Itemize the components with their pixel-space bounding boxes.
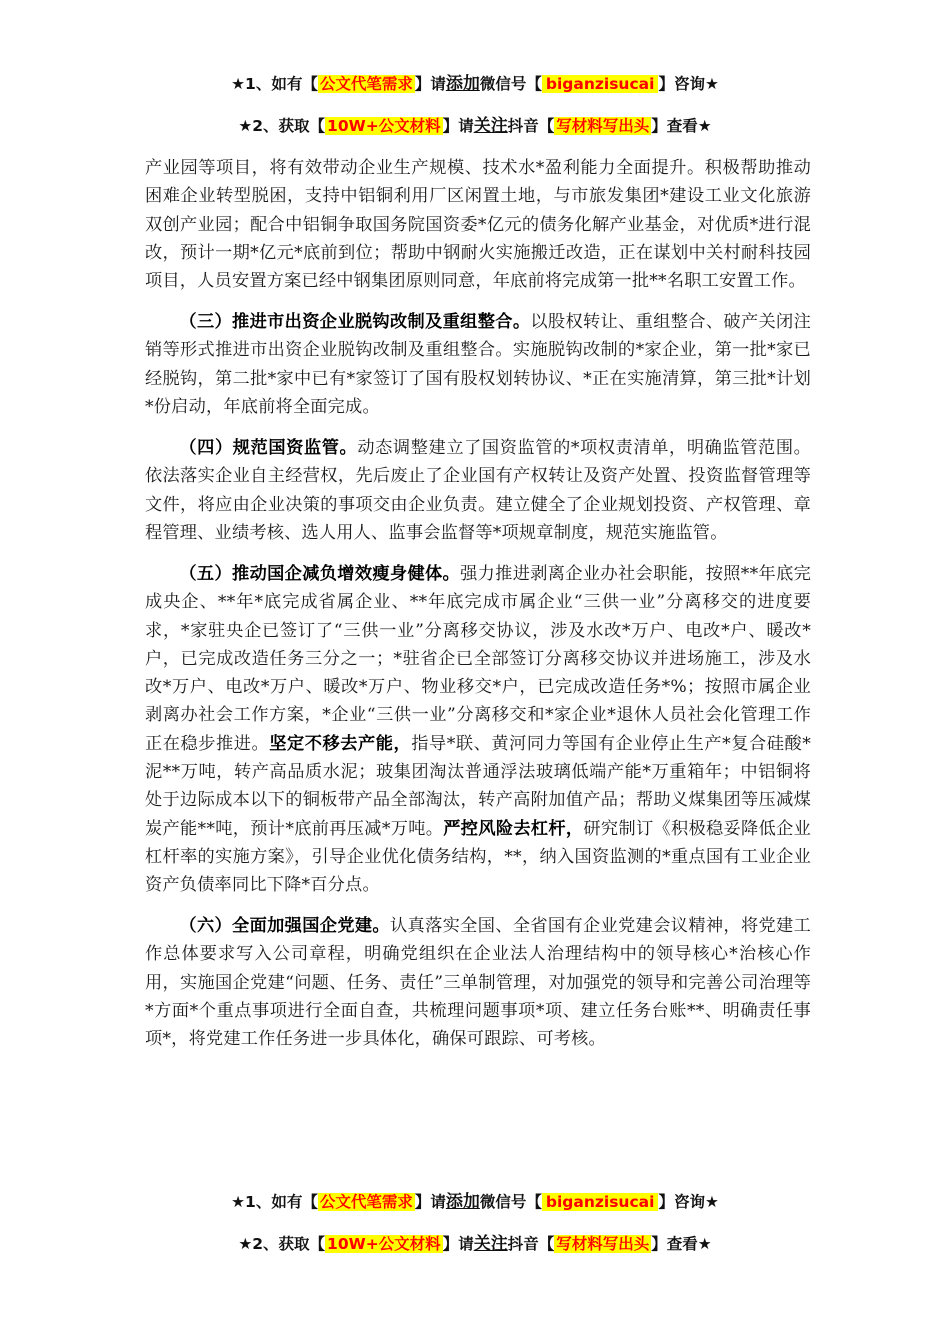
paragraph-text: 产业园等项目，将有效带动企业生产规模、技术水*盈利能力全面提升。积极帮助推动困难企业转型脱困，支持中铝铜利用厂区闲置土地，与市旅发集团*建设工业文化旅游双创产业园；配合中铝铜争取国务院国资委*亿元的债务化解产业基金，对优质*进行混改，预计一期*亿元*底前到位；帮助中钢耐火实施搬迁改造，正在谋划中关村耐科技园项目，人员安置方案已经中钢集团原则同意，年底前将完成第一批**名职工安置工作。 — [145, 158, 811, 292]
promo-suffix: 】查看★ — [651, 1235, 712, 1253]
paragraph-text: 认真落实全国、全省国有企业党建会议精神，将党建工作总体要求写入公司章程，明确党组织在企业法人治理结构中的领导核心*治核心作用，实施国企党建“问题、任务、责任”三单制管理，对加强党的领导和完善公司治理等*方面*个重点事项进行全面自查，共梳理问题事项*项、建立任务台账**、明确责任事项*，将党建工作任务进一步具体化，确保可跟踪、可考核。 — [145, 916, 811, 1050]
promo-emphasis: 关注 — [473, 1234, 508, 1254]
promo-highlight-materials: 10W+公文材料 — [327, 1235, 441, 1253]
paragraph-continuation — [145, 154, 811, 295]
paragraph-section-5 — [145, 560, 811, 900]
promo-text: 】请 — [442, 117, 474, 135]
promo-prefix: ★1、如有【 — [231, 75, 318, 93]
paragraph-text: 动态调整建立了国资监管的*项权责清单，明确监管范围。依法落实企业自主经营权，先后废止了企业国有产权转让及资产处置、投资监督管理等文件，将应由企业决策的事项交由企业负责。建立健全了企业规划投资、产权管理、章程管理、业绩考核、选人用人、监事会监督等*项规章制度，规范实施监管。 — [145, 438, 811, 543]
promo-banner-top-line1 — [0, 69, 950, 94]
paragraph-section-6 — [145, 912, 811, 1053]
promo-text: 抖音【 — [507, 1235, 555, 1253]
promo-text: 】请 — [414, 75, 446, 93]
section-heading: （六）全面加强国企党建。 — [179, 916, 390, 937]
promo-text: 】请 — [414, 1193, 446, 1211]
inline-heading: 坚定不移去产能， — [269, 733, 412, 754]
promo-text: 微信号【 — [479, 75, 542, 93]
promo-banner-bottom-line2 — [0, 1229, 950, 1254]
paragraph-text: 研究制订《积极稳妥降低企业杠杆率的实施方案》，引导企业优化债务结构，**，纳入国资监测的*重点国有工业企业资产负债率同比下降*百分点。 — [145, 818, 811, 896]
promo-highlight-wechat-id: biganzisucai — [542, 1193, 659, 1211]
promo-highlight-douyin: 写材料写出头 — [556, 1235, 650, 1253]
promo-highlight-service: 公文代笔需求 — [319, 75, 413, 93]
promo-emphasis: 添加 — [445, 74, 480, 94]
paragraph-section-4 — [145, 434, 811, 547]
paragraph-text: 强力推进剥离企业办社会职能，按照**年底完成央企、**年*底完成省属企业、**年底完成市属企业“三供一业”分离移交的进度要求，*家驻央企已签订了“三供一业”分离移交协议，涉及水改*万户、电改*户、暖改*户，已完成改造任务三分之一；*驻省企已全部签订分离移交协议并进场施工，涉及水改*万户、电改*万户、暖改*万户、物业移交*户，已完成改造任务*%；按照市属企业剥离办社会工作方案，*企业“三供一业”分离移交和*家企业*退休人员社会化管理工作正在稳步推进。 — [145, 563, 812, 754]
promo-text: 】请 — [442, 1235, 474, 1253]
promo-emphasis: 添加 — [445, 1192, 480, 1212]
promo-highlight-service: 公文代笔需求 — [319, 1193, 413, 1211]
promo-banner-top-line2 — [0, 111, 950, 136]
section-heading: （五）推动国企减负增效瘦身健体。 — [179, 563, 461, 584]
promo-prefix: ★1、如有【 — [231, 1193, 318, 1211]
paragraph-text: 指导*联、黄河同力等国有企业停止生产*复合硅酸*泥**万吨，转产高品质水泥；玻集团淘汰普通浮法玻璃低端产能*万重箱年；中铝铜将处于边际成本以下的铜板带产品全部淘汰，转产高附加值产品；帮助义煤集团等压减煤炭产能**吨，预计*底前再压减*万吨。 — [145, 733, 811, 839]
promo-prefix: ★2、获取【 — [238, 117, 326, 135]
promo-text: 微信号【 — [479, 1193, 542, 1211]
promo-suffix: 】咨询★ — [658, 75, 719, 93]
promo-emphasis: 关注 — [473, 116, 508, 136]
promo-suffix: 】咨询★ — [658, 1193, 719, 1211]
document-body — [145, 154, 811, 1066]
paragraph-text: 以股权转让、重组整合、破产关闭注销等形式推进市出资企业脱钩改制及重组整合。实施脱钩改制的*家企业，第一批*家已经脱钩，第二批*家中已有*家签订了国有股权划转协议、*正在实施清算，第三批*计划*份启动，年底前将全面完成。 — [145, 312, 811, 418]
section-heading: （三）推进市出资企业脱钩改制及重组整合。 — [179, 312, 531, 333]
promo-text: 抖音【 — [507, 117, 555, 135]
promo-suffix: 】查看★ — [651, 117, 712, 135]
promo-prefix: ★2、获取【 — [238, 1235, 326, 1253]
promo-banner-bottom-line1 — [0, 1187, 950, 1212]
inline-heading: 严控风险去杠杆， — [443, 818, 584, 839]
promo-highlight-materials: 10W+公文材料 — [327, 117, 441, 135]
promo-highlight-douyin: 写材料写出头 — [556, 117, 650, 135]
paragraph-section-3 — [145, 308, 811, 421]
section-heading: （四）规范国资监管。 — [179, 438, 358, 459]
promo-highlight-wechat-id: biganzisucai — [542, 75, 659, 93]
